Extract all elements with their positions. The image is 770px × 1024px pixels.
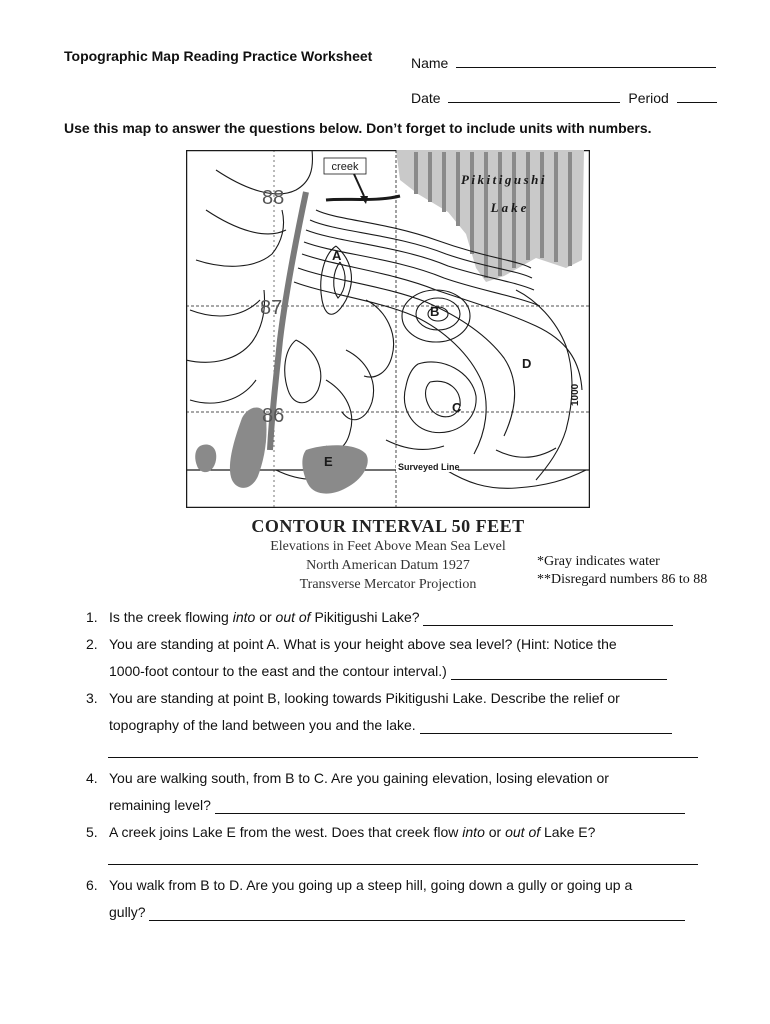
question-5 — [86, 819, 706, 846]
surveyed-line-label: Surveyed Line — [398, 462, 460, 472]
question-number: 3. — [86, 690, 98, 706]
question-number: 4. — [86, 770, 98, 786]
answer-line-5[interactable] — [108, 863, 698, 865]
contour-1000-label: 1000 — [570, 383, 581, 406]
answer-line-4[interactable] — [215, 797, 685, 814]
question-6 — [86, 872, 706, 926]
period-label: Period — [628, 90, 669, 106]
answer-line-3[interactable] — [420, 717, 672, 734]
question-text: You are standing at point A. What is your height above sea level? (Hint: Notice the 1000-foot contour to the east and the contour interval.) — [109, 631, 704, 685]
question-text: You walk from B to D. Are you going up a steep hill, going down a gully or going up a gully? — [109, 872, 704, 926]
answer-line-1[interactable] — [423, 609, 673, 626]
map-legend — [186, 516, 590, 594]
question-number: 5. — [86, 824, 98, 840]
legend-projection: Transverse Mercator Projection — [299, 577, 477, 592]
name-line[interactable] — [456, 53, 716, 68]
question-number: 1. — [86, 609, 98, 625]
answer-line-2[interactable] — [451, 663, 667, 680]
lake-label-line2: Lake — [490, 200, 530, 215]
question-2 — [86, 631, 706, 685]
point-a-label: A — [332, 248, 342, 263]
period-line[interactable] — [677, 88, 717, 103]
question-text: You are walking south, from B to C. Are you gaining elevation, losing elevation or remaining level? — [109, 765, 704, 819]
question-text: A creek joins Lake E from the west. Does that creek flow into or out of Lake E? — [109, 824, 596, 840]
instructions: Use this map to answer the questions below. Don’t forget to include units with numbers. — [64, 120, 652, 136]
creek-label: creek — [331, 161, 359, 173]
legend-datum: North American Datum 1927 — [306, 558, 470, 573]
point-e-label: E — [324, 454, 333, 469]
question-number: 6. — [86, 877, 98, 893]
answer-line-6[interactable] — [149, 904, 685, 921]
note-disregard: **Disregard numbers 86 to 88 — [537, 572, 708, 587]
number-88: 88 — [262, 187, 285, 209]
date-label: Date — [411, 90, 441, 106]
number-86: 86 — [262, 405, 285, 427]
number-87: 87 — [260, 297, 283, 319]
point-d-label: D — [522, 356, 532, 371]
date-line[interactable] — [448, 88, 620, 103]
question-number: 2. — [86, 636, 98, 652]
date-field[interactable] — [411, 88, 717, 106]
name-field[interactable] — [411, 53, 716, 71]
topographic-map — [186, 150, 590, 508]
worksheet-title: Topographic Map Reading Practice Worksheet — [64, 48, 373, 64]
point-c-label: C — [452, 400, 462, 415]
question-text: You are standing at point B, looking towards Pikitigushi Lake. Describe the relief or topography of the land between you and the lake. — [109, 685, 704, 739]
contour-interval: CONTOUR INTERVAL 50 FEET — [251, 516, 525, 536]
map-notes — [537, 553, 707, 589]
point-b-label: B — [430, 304, 440, 319]
lake-label-line1: Pikitigushi — [460, 172, 548, 187]
note-gray-water: *Gray indicates water — [537, 554, 660, 569]
question-text: Is the creek flowing into or out of Pikitigushi Lake? — [109, 604, 704, 631]
question-4 — [86, 765, 706, 819]
legend-elevations: Elevations in Feet Above Mean Sea Level — [270, 539, 506, 554]
answer-line-3b[interactable] — [108, 756, 698, 758]
name-label: Name — [411, 55, 449, 71]
question-3 — [86, 685, 706, 739]
question-1 — [86, 604, 706, 631]
